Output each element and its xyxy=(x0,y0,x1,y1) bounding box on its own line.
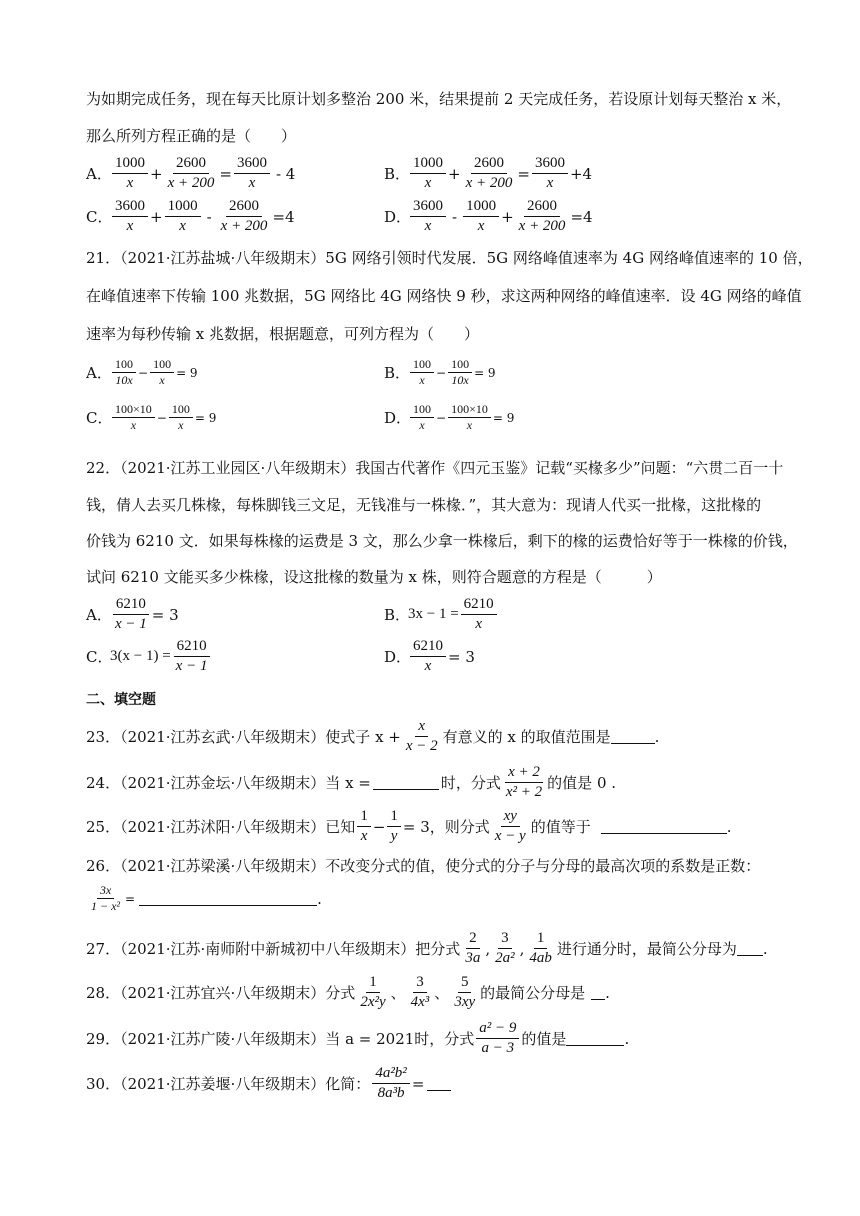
fraction: $\frac{1000}{x}$ xyxy=(112,155,148,193)
fraction: $\frac{2600}{x + 200}$ xyxy=(465,155,513,192)
fraction: $\frac{6210}{x - 1}$ xyxy=(173,638,211,676)
fraction: $\frac{2}{3a}$ xyxy=(465,930,481,967)
answer-blank[interactable] xyxy=(601,819,727,834)
fraction: $\frac{3x}{\text{1 − x²}}$ xyxy=(91,883,121,914)
fraction: $\frac{x}{x - 2}$ xyxy=(405,718,438,755)
q21-line3: 速率为每秒传输 x 兆数据，根据题意，可列方程为（ ） xyxy=(86,325,479,343)
q22-option-a[interactable]: A． $\frac{6210}{x - 1}$ = 3 xyxy=(86,596,179,633)
fraction: $\frac{100\times 10}{x}$ xyxy=(448,403,491,432)
answer-blank[interactable] xyxy=(611,729,655,744)
fraction: $\frac{1}{y}$ xyxy=(387,808,401,846)
q21-option-a[interactable]: A． $\frac{100}{10x}$ − $\frac{100}{x}$ = 9 xyxy=(86,357,198,388)
q22-line4: 试问 6210 文能买多少株椽，设这批椽的数量为 x 株，则符合题意的方程是（ ） xyxy=(86,568,662,586)
fraction: $\frac{100}{10x}$ xyxy=(112,358,136,387)
fraction: $\frac{1000}{x}$ xyxy=(165,198,201,236)
fraction: $\frac{100}{10x}$ xyxy=(448,358,472,387)
answer-blank[interactable] xyxy=(566,1031,624,1046)
fraction: $\frac{\text{a² − 9}}{a - 3}$ xyxy=(476,1020,519,1058)
fraction: $\frac{3600}{x}$ xyxy=(112,198,148,236)
fraction: $\frac{2600}{x + 200}$ xyxy=(167,155,215,192)
q22-option-d[interactable]: D． $\frac{6210}{x}$ = 3 xyxy=(384,638,475,675)
fraction: $\frac{5}{3xy}$ xyxy=(454,974,476,1011)
q20-option-c[interactable]: C． $\frac{3600}{x}$ + $\frac{1000}{x}$ - $\frac{2600}{x + 200}$ =4 xyxy=(86,198,295,235)
q21-line1: 21．（2021·江苏盐城·八年级期末）5G 网络引领时代发展．5G 网络峰值速率为 4G 网络峰值速率的 10 倍， xyxy=(86,249,813,267)
fraction: $\frac{xy}{x - y}$ xyxy=(494,808,526,845)
q22-line2: 钱，倩人去买几株椽，每株脚钱三文足，无钱准与一株椽．”，其大意为：现请人代买一批椽，这批椽的 xyxy=(86,496,762,514)
fraction: $\frac{3}{\text{4x³}}$ xyxy=(410,974,430,1011)
q29: 29．（2021·江苏广陵·八年级期末）当 a = 2021时，分式 $\frac{\text{a² − 9}}{a - 3}$ 的值是 . xyxy=(86,1020,630,1057)
q20-option-d[interactable]: D． $\frac{3600}{x}$ - $\frac{1000}{x}$ + $\frac{2600}{x + 200}$ =4 xyxy=(384,198,593,235)
q27: 27．（2021·江苏·南师附中新城初中八年级期末）把分式 $\frac{2}{3a}$ , $\frac{3}{\text{2a²}}$ , $\frac{1}{4ab}$ 进行通分时，最简公分母为 . xyxy=(86,930,768,967)
q22-line3: 价钱为 6210 文．如果每株椽的运费是 3 文，那么少拿一株椽后，剩下的椽的运费恰好等于一株椽的价钱， xyxy=(86,532,798,550)
q21-option-b[interactable]: B． $\frac{100}{x}$ − $\frac{100}{10x}$ = 9 xyxy=(384,357,496,388)
q22-option-b[interactable]: B． 3x − 1 = $\frac{6210}{x}$ xyxy=(384,596,499,634)
q30: 30．（2021·江苏姜堰·八年级期末）化简： $\frac{\text{4a²b²}}{\text{8a³b}}$ = xyxy=(86,1065,451,1103)
q24: 24．（2021·江苏金坛·八年级期末）当 x = 时，分式 $\frac{x + 2}{\text{x² + 2}}$ 的值是 0 . xyxy=(86,764,617,801)
q20-option-b[interactable]: B． $\frac{1000}{x}$ + $\frac{2600}{x + 200}$ = $\frac{3600}{x}$ +4 xyxy=(384,155,593,192)
q20-line2: 那么所列方程正确的是（ ） xyxy=(86,127,297,145)
fraction: $\frac{1}{4ab}$ xyxy=(529,930,552,967)
q20-line1: 为如期完成任务，现在每天比原计划多整治 200 米，结果提前 2 天完成任务，若设原计划每天整治 x 米， xyxy=(86,90,792,108)
q21-option-c[interactable]: C． $\frac{100\times 10}{x}$ − $\frac{100}{x}$ = 9 xyxy=(86,402,217,433)
q22-line1: 22．（2021·江苏工业园区·八年级期末）我国古代著作《四元玉鉴》记载“买椽多少”问题：“六贯二百一十 xyxy=(86,459,784,477)
fraction: $\frac{1}{\text{2x²y}}$ xyxy=(360,974,386,1011)
section-heading-fill-in: 二、填空题 xyxy=(86,692,156,708)
answer-blank[interactable] xyxy=(737,941,763,956)
fraction: $\frac{1000}{x}$ xyxy=(410,155,446,193)
answer-blank[interactable] xyxy=(591,985,605,1000)
fraction: $\frac{6210}{x - 1}$ xyxy=(112,596,150,634)
fraction: $\frac{100\times 10}{x}$ xyxy=(112,403,155,432)
fraction: $\frac{100}{x}$ xyxy=(410,403,434,432)
fraction: $\frac{2600}{x + 200}$ xyxy=(518,198,566,235)
q25: 25．（2021·江苏沭阳·八年级期末）已知 $\frac{1}{x}$ − $\frac{1}{y}$ = 3，则分式 $\frac{xy}{x - y}$ 的值等于 . xyxy=(86,808,732,845)
fraction: $\frac{100}{x}$ xyxy=(169,403,193,432)
q28: 28．（2021·江苏宜兴·八年级期末）分式 $\frac{1}{\text{2x²y}}$ 、 $\frac{3}{\text{4x³}}$ 、 $\frac{5}{3xy}$ 的最简公分母是 . xyxy=(86,974,610,1011)
q21-line2: 在峰值速率下传输 100 兆数据，5G 网络比 4G 网络快 9 秒，求这两种网络的峰值速率．设 4G 网络的峰值 xyxy=(86,287,802,305)
fraction: $\frac{3600}{x}$ xyxy=(532,155,568,193)
fraction: $\frac{2600}{x + 200}$ xyxy=(220,198,268,235)
q23: 23．（2021·江苏玄武·八年级期末）使式子 x + $\frac{x}{x - 2}$ 有意义的 x 的取值范围是 . xyxy=(86,718,660,755)
answer-blank[interactable] xyxy=(427,1076,451,1091)
q22-option-c[interactable]: C． 3(x − 1) = $\frac{6210}{x - 1}$ xyxy=(86,638,212,676)
fraction: $\frac{x + 2}{\text{x² + 2}}$ xyxy=(505,764,543,801)
fraction: $\frac{3}{\text{2a²}}$ xyxy=(495,930,515,967)
q21-option-d[interactable]: D． $\frac{100}{x}$ − $\frac{100\times 10}{x}$ = 9 xyxy=(384,402,515,433)
fraction: $\frac{\text{4a²b²}}{\text{8a³b}}$ xyxy=(372,1065,410,1103)
fraction: $\frac{100}{x}$ xyxy=(410,358,434,387)
fraction: $\frac{3600}{x}$ xyxy=(410,198,446,236)
fraction: $\frac{1000}{x}$ xyxy=(463,198,499,236)
answer-blank[interactable] xyxy=(139,891,317,906)
fraction: $\frac{6210}{x}$ xyxy=(461,596,497,634)
answer-blank[interactable] xyxy=(373,775,439,790)
fraction: $\frac{3600}{x}$ xyxy=(234,155,270,193)
q26-line1: 26．（2021·江苏梁溪·八年级期末）不改变分式的值，使分式的分子与分母的最高次项的系数是正数： xyxy=(86,857,761,875)
fraction: $\frac{100}{x}$ xyxy=(150,358,174,387)
q20-option-a[interactable]: A． $\frac{1000}{x}$ + $\frac{2600}{x + 200}$ = $\frac{3600}{x}$ - 4 xyxy=(86,155,296,192)
fraction: $\frac{6210}{x}$ xyxy=(410,638,446,676)
fraction: $\frac{1}{x}$ xyxy=(357,808,371,846)
q26-expression: $\frac{3x}{\text{1 − x²}}$ = . xyxy=(86,884,322,913)
